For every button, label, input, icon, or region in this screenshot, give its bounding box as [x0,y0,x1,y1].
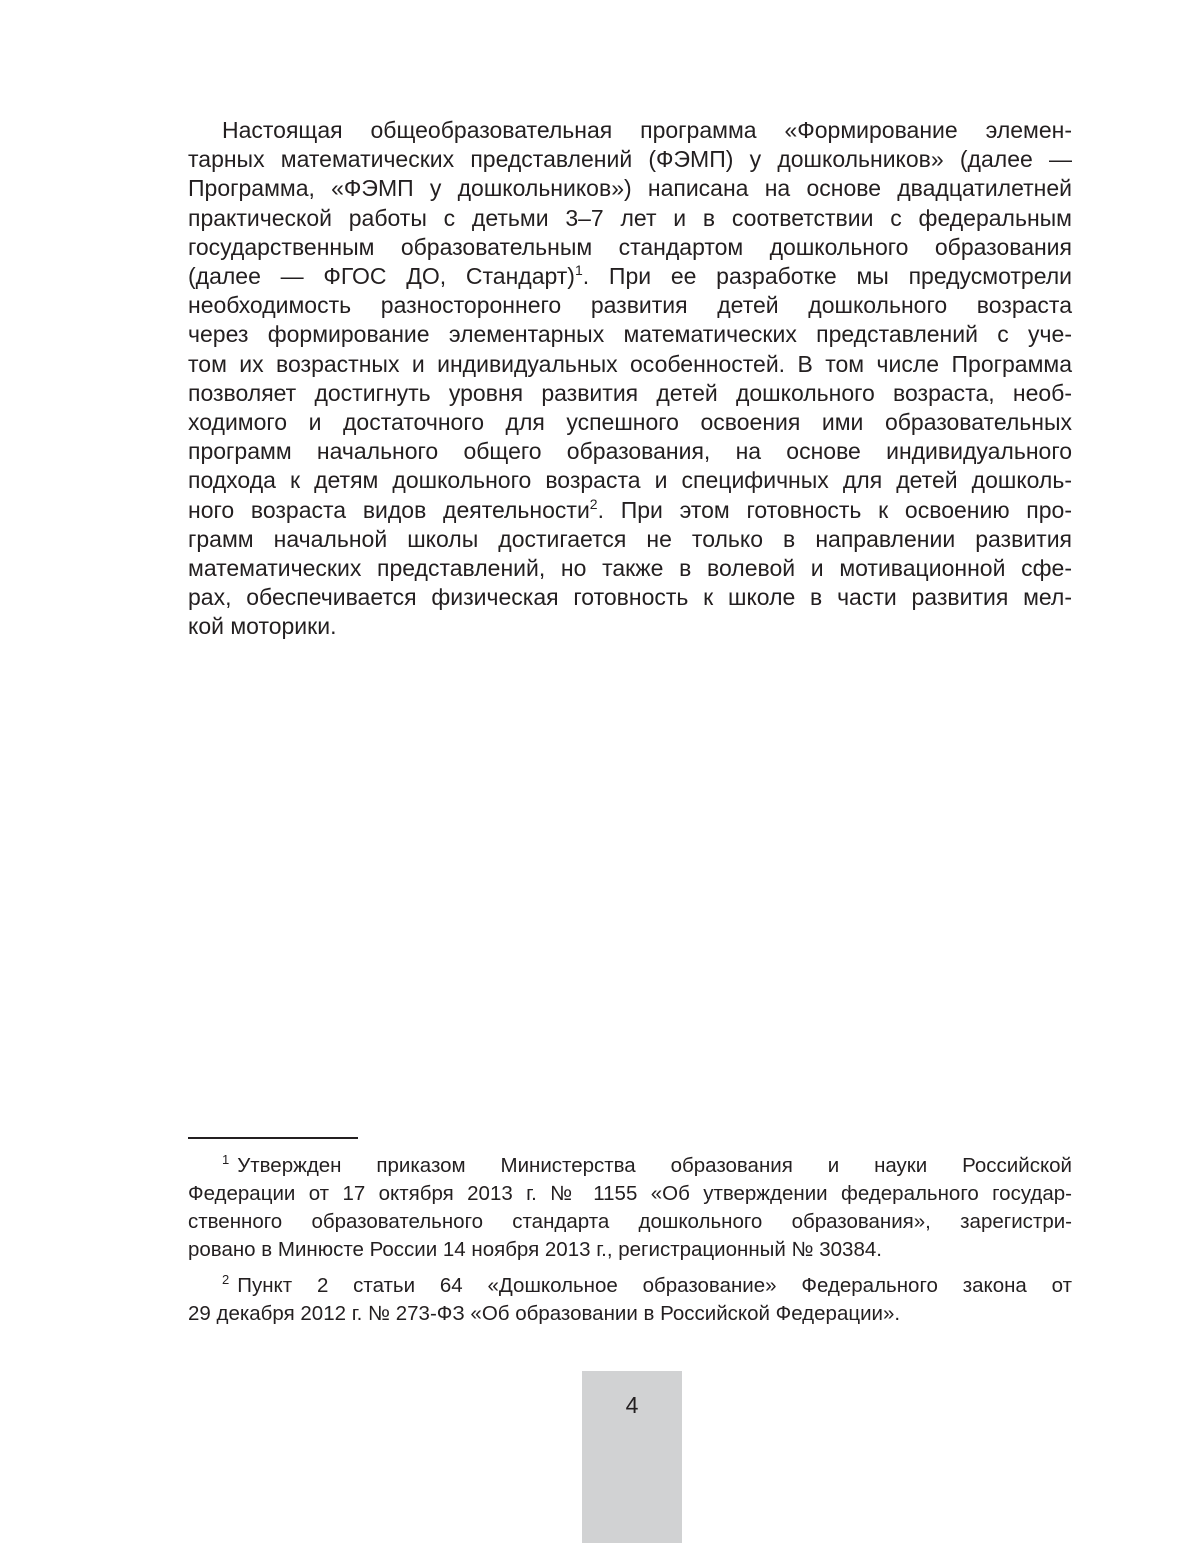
paragraph-line: ходимого и достаточного для успешного освоения ими образовательных [188,409,1072,436]
paragraph-line: практической работы с детьми 3–7 лет и в соответствии с федеральным [188,204,1072,231]
footnote-line: Федерации от 17 октября 2013 г. № 1155 «Об утверждении федерального государ- [188,1182,1072,1205]
footnote-2 [188,1272,1072,1328]
footnote-line: ровано в Минюсте России 14 ноября 2013 г., регистрационный № 30384. [188,1238,882,1261]
paragraph-line: государственным образовательным стандартом дошкольного образования [188,233,1072,260]
paragraph-line: Настоящая общеобразовательная программа «Формирование элемен- [222,117,1072,143]
footnote-line: ственного образовательного стандарта дошкольного образования», зарегистри- [188,1210,1072,1233]
paragraph-line: тарных математических представлений (ФЭМП) у дошкольников» (далее — [188,146,1072,173]
footnote-marker: 2 [222,1272,230,1287]
paragraph-line: кой моторики. [188,613,337,640]
paragraph-line: подхода к детям дошкольного возраста и специфичных для детей дошколь- [188,467,1072,494]
main-paragraph [188,116,1072,642]
paragraph-line: программ начального общего образования, на основе индивидуального [188,438,1072,465]
footnote-1 [188,1152,1072,1264]
paragraph-line: математических представлений, но также в волевой и мотивационной сфе- [188,555,1072,582]
paragraph-line: необходимость разностороннего развития детей дошкольного возраста [188,292,1072,319]
paragraph-line: том их возрастных и индивидуальных особенностей. В том числе Программа [188,350,1072,377]
page-number-tab [582,1371,682,1543]
paragraph-line-part: (далее — ФГОС ДО, Стандарт) [188,263,575,290]
paragraph-line: рах, обеспечивается физическая готовность к школе в части развития мел- [188,584,1072,611]
paragraph-line-part: . При ее разработке мы предусмотрели [582,263,1072,290]
footnote-reference-1[interactable]: 1 [574,262,583,279]
footnotes-section [188,1152,1072,1336]
footnote-line: 29 декабря 2012 г. № 273-ФЗ «Об образовании в Российской Федерации». [188,1302,901,1325]
footnote-text: Пункт 2 статьи 64 «Дошкольное образование» Федерального закона от [237,1274,1072,1297]
paragraph-line: Программа, «ФЭМП у дошкольников») написана на основе двадцатилетней [188,175,1072,202]
paragraph-line-part: ного возраста видов деятельности [188,496,590,523]
paragraph-line-with-footnote-ref [188,496,1072,525]
paragraph-line: позволяет достигнуть уровня развития детей дошкольного возраста, необ- [188,379,1072,406]
paragraph-line: через формирование элементарных математических представлений с уче- [188,321,1072,348]
paragraph-line-part: . При этом готовность к освоению про- [597,496,1072,523]
footnote-marker: 1 [222,1152,230,1167]
page-number: 4 [625,1392,639,1418]
footnote-divider [188,1137,358,1139]
paragraph-line: грамм начальной школы достигается не только в направлении развития [188,525,1072,552]
footnote-line [188,1272,1072,1300]
footnote-line [188,1152,1072,1180]
footnote-reference-2[interactable]: 2 [589,495,598,512]
footnote-text: Утвержден приказом Министерства образования и науки Российской [237,1154,1072,1177]
paragraph-line-with-footnote-ref [188,262,1072,291]
